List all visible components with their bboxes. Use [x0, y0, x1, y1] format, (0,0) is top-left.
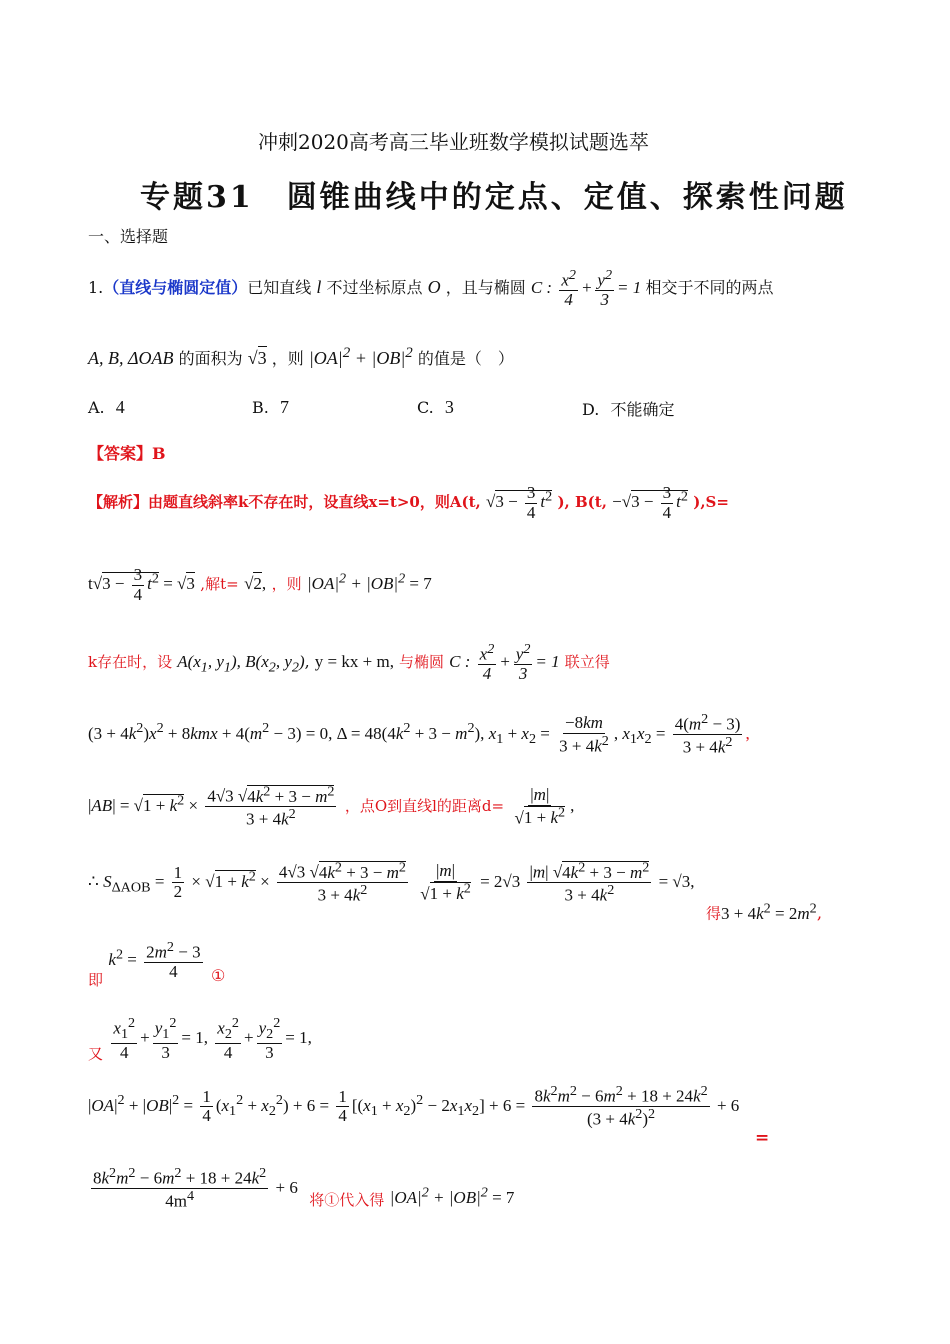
math-root-1: √3 − $\frac{3}{4}$ $t^2$	[485, 483, 553, 522]
question-text: 相交于不同的两点	[645, 277, 774, 297]
option-a[interactable]	[88, 397, 125, 418]
option-label: C.	[417, 398, 434, 417]
question-number: 1.	[88, 277, 104, 297]
section-heading: 一、选择题	[88, 227, 169, 246]
math-ab-length: $|AB| = √1 + k^2$ × $\frac{4√3 √4k^2 + 3 - m^2}{3 + 4k^2}$	[88, 783, 335, 829]
math-sqrt3: √3	[247, 348, 267, 368]
math-final-result: $|OA|^2 + |OB|^2 = 7$	[389, 1184, 515, 1207]
math-point-on-ellipse: $\frac{x_1^2}{4}$ + $\frac{y_1^2}{3}$ = 1, $\frac{x_2^2}{4}$ + $\frac{y_2^2}{3}$ = 1,	[113, 1015, 312, 1062]
math-relation: $3 + 4k^2 = 2m^2$	[721, 900, 817, 923]
answer-label: 【答案】B	[88, 444, 166, 463]
solution-text: ),S=	[693, 493, 729, 512]
solution-text: ，点O到直线l的距离d=	[344, 796, 505, 815]
math-sqrt2: √2,	[244, 574, 267, 594]
solution-line-2	[88, 566, 432, 604]
solution-line-5	[88, 784, 574, 830]
question-text: ，则	[271, 349, 304, 368]
solution-text: 将①代入得	[309, 1190, 385, 1209]
option-label: B.	[252, 398, 269, 417]
option-label: D.	[582, 400, 600, 419]
math-points: A, B, ΔOAB	[88, 348, 174, 368]
solution-text: 【解析】由题直线斜率k不存在时，设直线x=t>0，则A(t,	[88, 493, 481, 512]
math-root-2: −√3 − $\frac{3}{4}$ $t^2$	[612, 483, 688, 522]
series-title: 冲刺2020高考高三毕业班数学模拟试题选萃	[258, 130, 649, 154]
math-k-squared: $k^2$ = $\frac{2m^2 - 3}{4}$	[108, 939, 201, 982]
solution-line-8	[88, 1016, 312, 1062]
math-line-eq: y = kx + m,	[314, 651, 394, 671]
solution-text: k存在时，设	[88, 652, 173, 671]
option-d[interactable]	[582, 397, 674, 420]
math-l: l	[316, 276, 322, 297]
solution-text: 与椭圆	[399, 652, 445, 671]
solution-text: 联立得	[564, 652, 610, 671]
option-b[interactable]	[252, 397, 289, 418]
math-area-general: ∴ $S_{\Delta AOB}$ = $\frac{1}{2}$ × $√1 + k^2$ × $\frac{4√3 √4k^2 + 3 - m^2}{3 + 4k^2}$ $\frac{|m|}{√1 + k^2}$ = 2√3 $\frac{|m| √4k^2 + 3 - m^2}{3 + 4k^2}$ = √3,	[88, 859, 695, 905]
question-text: 的值是（ ）	[417, 349, 514, 368]
option-value: 3	[444, 397, 454, 417]
question-line-2	[88, 345, 514, 369]
solution-text: ,解t=	[200, 575, 239, 594]
solution-line-6b: 得$3 + 4k^2 = 2m^2$,	[706, 900, 823, 924]
option-c[interactable]	[417, 397, 454, 418]
question-text: 已知直线	[247, 277, 312, 297]
topic-title: 专题31 圆锥曲线中的定点、定值、探索性问题	[140, 180, 848, 215]
solution-line-4: $(3 + 4k^2)x^2 + 8kmx + 4(m^2 - 3) = 0$, $\Delta = 48(4k^2 + 3 - m^2)$, $x_1 + x_2$ = $\frac{-8km}{3 + 4k^2}$ , $x_1x_2$ = $\frac{4(m^2 - 3)}{3 + 4k^2}$ ,	[88, 711, 750, 757]
solution-line-7	[88, 939, 226, 989]
question-line-1	[88, 268, 774, 310]
circled-one: ①	[211, 965, 226, 985]
solution-line-3: k存在时，设 $A(x_1$, $y_1$), $B(x_2$, $y_2$), y = kx + m, 与椭圆 C : $\frac{x^2}{4}$ + $\frac{y^2}{3}$ = 1 联立得	[88, 641, 610, 684]
math-O: O	[427, 276, 441, 297]
option-value: 7	[279, 397, 289, 417]
solution-text: 又	[88, 1045, 104, 1064]
solution-text: ), B(t,	[557, 493, 607, 512]
math-final-fraction: $\frac{8k^2m^2 - 6m^2 + 18 + 24k^2}{4m^4}$ + 6	[93, 1165, 298, 1211]
solution-line-10	[88, 1166, 514, 1212]
solution-text: ，则	[271, 575, 302, 594]
equals-sign: =	[755, 1128, 770, 1148]
solution-text: 即	[88, 970, 104, 989]
math-distance: $\frac{|m|}{√1 + k^2}$ ,	[514, 784, 575, 828]
question-text: 的面积为	[178, 349, 243, 368]
math-area-eq: t√3 − $\frac{3}{4}$ $t^2 = √3$	[88, 565, 195, 604]
ellipse-equation-2: C : $\frac{x^2}{4}$ + $\frac{y^2}{3}$ = 1	[449, 641, 560, 684]
option-label: A.	[88, 398, 105, 417]
math-oa-ob: $|OA|^2 + |OB|^2$	[308, 345, 413, 368]
question-tag: （直线与椭圆定值）	[103, 277, 248, 297]
math-points-xy: $A(x_1$, $y_1$), $B(x_2$, $y_2$)	[177, 651, 305, 676]
question-text: 不过坐标原点	[326, 277, 423, 297]
solution-text: 得	[706, 904, 722, 923]
solution-line-9: $|OA|^2 + |OB|^2$ = $\frac{1}{4}$ $(x_1^2 + x_2^2) + 6$ = $\frac{1}{4}$ $[(x_1 + x_2)^2 - 2x_1x_2] + 6$ = $\frac{8k^2m^2 - 6m^2 + 18 + 24k^2}{(3 + 4k^2)^2}$ + 6	[88, 1083, 740, 1129]
math-result-7: $|OA|^2 + |OB|^2 = 7$	[307, 570, 432, 594]
option-value: 4	[115, 397, 125, 417]
option-value: 不能确定	[610, 400, 675, 419]
ellipse-equation: C : $\frac{x^2}{4}$ + $\frac{y^2}{3}$ = 1	[530, 267, 646, 310]
solution-line-1	[88, 484, 729, 522]
solution-line-6	[88, 860, 695, 906]
question-text: ，且与椭圆	[445, 277, 526, 297]
